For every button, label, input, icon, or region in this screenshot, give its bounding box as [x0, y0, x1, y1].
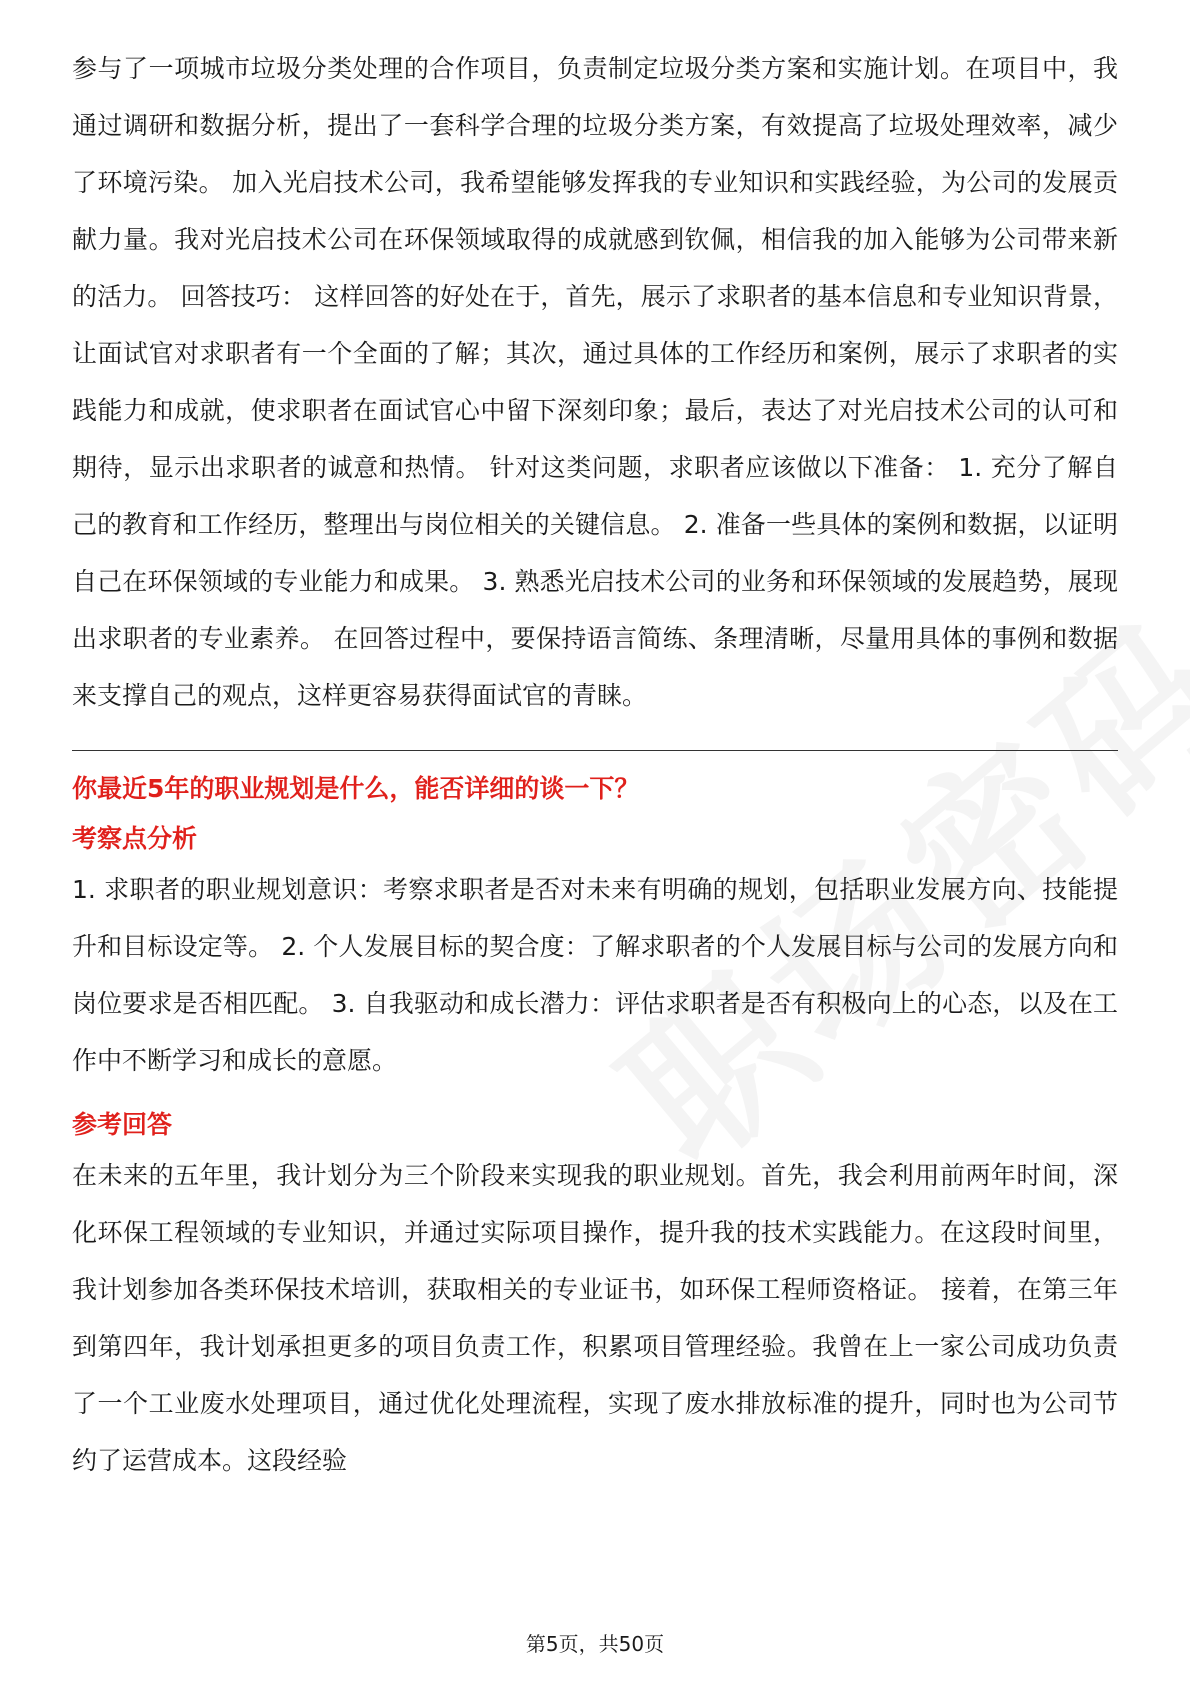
analysis-title: 考察点分析	[72, 824, 198, 853]
question-heading: 你最近5年的职业规划是什么，能否详细的谈一下？	[72, 774, 640, 803]
section-divider	[72, 750, 1118, 751]
page-number: 第5页，共50页	[525, 1632, 665, 1656]
reference-answer-title: 参考回答	[72, 1110, 173, 1139]
reference-answer-body: 在未来的五年里，我计划分为三个阶段来实现我的职业规划。首先，我会利用前两年时间，深化环保工程领域的专业知识，并通过实际项目操作，提升我的技术实践能力。在这段时间里，我计划参加各类环保技术培训，获取相关的专业证书，如环保工程师资格证。 接着，在第三年到第四年，我计划承担更多的项目负责工作，积累项目管理经验。我曾在上一家公司成功负责了一个工业废水处理项目，通过优化处理流程，实现了废水排放标准的提升，同时也为公司节约了运营成本。这段经验	[72, 1161, 1118, 1475]
analysis-body: 1. 求职者的职业规划意识：考察求职者是否对未来有明确的规划，包括职业发展方向、技能提升和目标设定等。 2. 个人发展目标的契合度：了解求职者的个人发展目标与公司的发展方向和岗位要求是否相匹配。 3. 自我驱动和成长潜力：评估求职者是否有积极向上的心态，以及在工作中不断学习和成长的意愿。	[72, 875, 1118, 1075]
intro-paragraph: 参与了一项城市垃圾分类处理的合作项目，负责制定垃圾分类方案和实施计划。在项目中，我通过调研和数据分析，提出了一套科学合理的垃圾分类方案，有效提高了垃圾处理效率，减少了环境污染。 加入光启技术公司，我希望能够发挥我的专业知识和实践经验，为公司的发展贡献力量。我对光启技术公司在环保领域取得的成就感到钦佩，相信我的加入能够为公司带来新的活力。 回答技巧： 这样回答的好处在于，首先，展示了求职者的基本信息和专业知识背景，让面试官对求职者有一个全面的了解；其次，通过具体的工作经历和案例，展示了求职者的实践能力和成就，使求职者在面试官心中留下深刻印象；最后，表达了对光启技术公司的认可和期待，显示出求职者的诚意和热情。 针对这类问题，求职者应该做以下准备： 1. 充分了解自己的教育和工作经历，整理出与岗位相关的关键信息。 2. 准备一些具体的案例和数据，以证明自己在环保领域的专业能力和成果。 3. 熟悉光启技术公司的业务和环保领域的发展趋势，展现出求职者的专业素养。 在回答过程中，要保持语言简练、条理清晰，尽量用具体的事例和数据来支撑自己的观点，这样更容易获得面试官的青睐。	[72, 54, 1118, 710]
document-page	[72, 40, 1118, 1489]
